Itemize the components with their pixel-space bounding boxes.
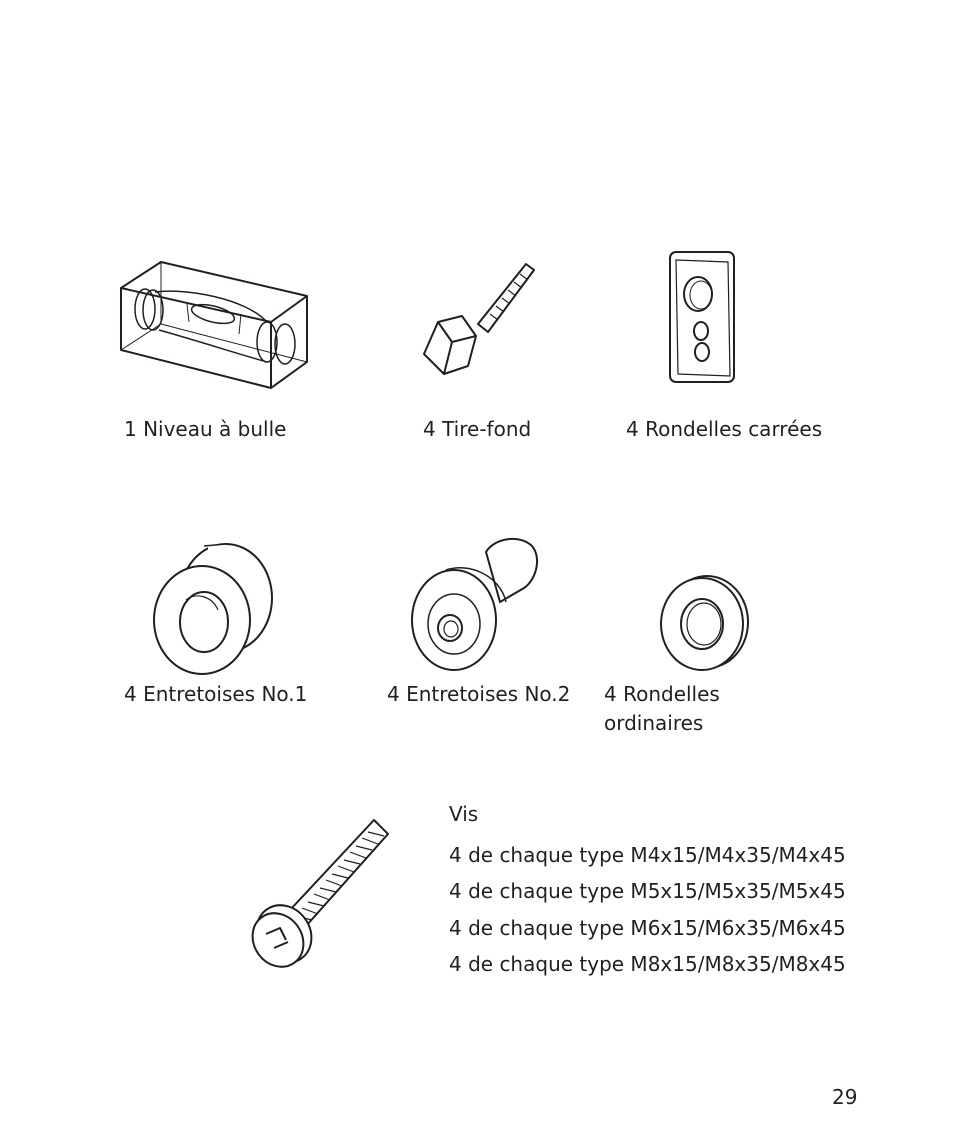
spacer1-label: 4 Entretoises No.1: [124, 682, 308, 706]
spacer-icon: [150, 540, 275, 680]
washer-icon: [656, 572, 752, 676]
lag-screw-icon: [418, 258, 543, 383]
square-washer-icon: [668, 250, 740, 386]
stepped-spacer-icon: [408, 536, 543, 676]
lag-screw-label: 4 Tire-fond: [423, 417, 532, 441]
screw-line-2: 4 de chaque type M5x15/M5x35/M5x45: [449, 879, 846, 903]
screw-line-1: 4 de chaque type M4x15/M4x35/M4x45: [449, 843, 846, 867]
square-washer-label: 4 Rondelles carrées: [626, 417, 823, 441]
screws-title: Vis: [449, 802, 479, 826]
screw-line-3: 4 de chaque type M6x15/M6x35/M6x45: [449, 916, 846, 940]
washer-label-line1: 4 Rondelles: [604, 682, 720, 706]
spacer2-label: 4 Entretoises No.2: [387, 682, 571, 706]
screw-line-4: 4 de chaque type M8x15/M8x35/M8x45: [449, 952, 846, 976]
page-number: 29: [832, 1085, 858, 1109]
machine-screw-icon: [244, 816, 394, 971]
washer-label-line2: ordinaires: [604, 711, 704, 735]
bubble-level-icon: [115, 258, 315, 393]
level-label: 1 Niveau à bulle: [124, 417, 287, 441]
